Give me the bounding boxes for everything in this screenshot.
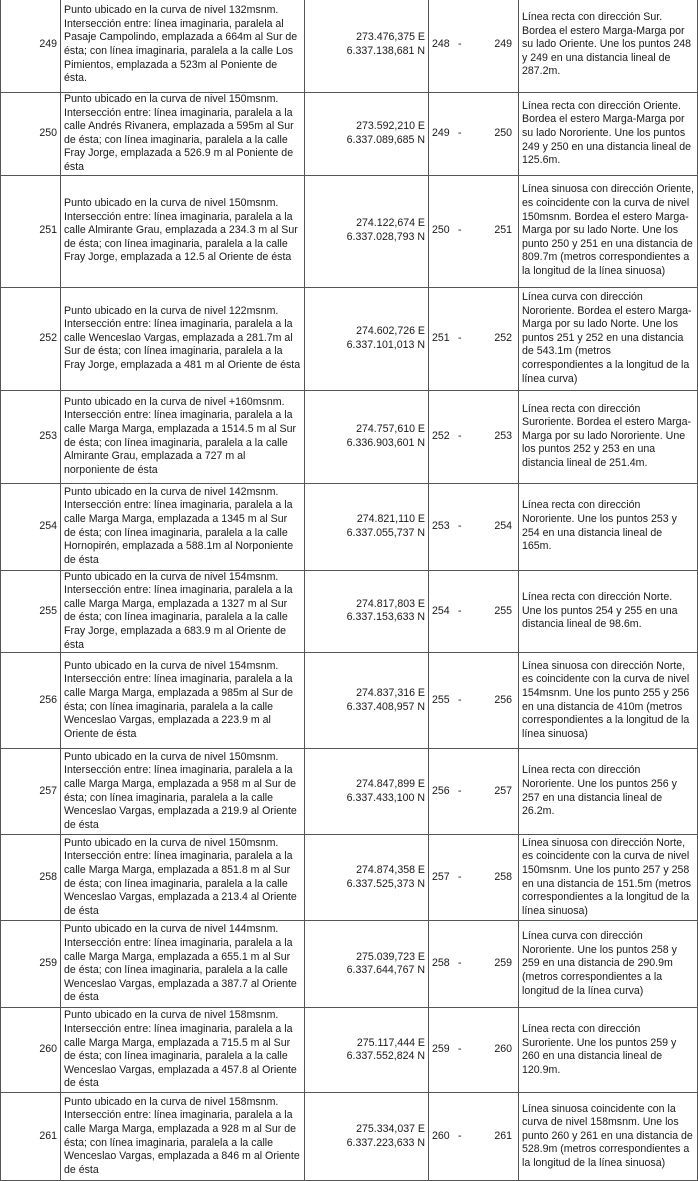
coordinate-east: 275.039,723 E (356, 950, 425, 963)
utm-coordinates (305, 0, 429, 93)
segment (429, 1093, 519, 1181)
segment (429, 921, 519, 1008)
utm-coordinates (305, 287, 429, 390)
point-number: 250 (1, 93, 61, 176)
coordinate-east: 274.602,726 E (356, 324, 425, 337)
point-number: 254 (1, 483, 61, 570)
segment-to: 251 (494, 224, 512, 237)
segment-to: 253 (494, 429, 512, 442)
point-number: 249 (1, 0, 61, 93)
segment-separator: - (458, 870, 462, 883)
segment-description: Línea curva con dirección Nororiente. Une los puntos 258 y 259 en una distancia de 290.9m (metros correspondientes a la longitud de la línea curva) (519, 921, 698, 1008)
coordinate-east: 274.821,110 E (356, 512, 425, 525)
coordinate-east: 275.334,037 E (356, 1123, 425, 1136)
segment-description: Línea sinuosa con dirección Norte, es coincidente con la curva de nivel 150msnm. Une los punto 257 y 258 en una distancia de 151.5m (metros correspondientes a la longitud de la línea sinuosa) (519, 835, 698, 921)
coordinate-east: 274.817,803 E (356, 597, 425, 610)
segment-from: 259 (432, 1043, 450, 1056)
utm-coordinates (305, 653, 429, 749)
point-description: Punto ubicado en la curva de nivel 150msnm. Intersección entre: línea imaginaria, paralela a la calle Almirante Grau, emplazada a 234.3 m al Sur de ésta; con línea imaginaria, paralela a la calle Fray Jorge, emplazada a 12.5 al Oriente de ésta (61, 175, 305, 287)
coordinate-east: 274.874,358 E (356, 864, 425, 877)
coordinate-north: 6.337.153,633 N (346, 611, 425, 624)
point-number: 259 (1, 921, 61, 1008)
point-number: 253 (1, 390, 61, 483)
point-description: Punto ubicado en la curva de nivel 154msnm. Intersección entre: línea imaginaria, paralela a la calle Marga Marga, emplazada a 985m al Sur de ésta; con línea imaginaria, paralela a la calle Wenceslao Vargas, emplazada a 223.9 m al Oriente de ésta (61, 653, 305, 749)
point-description: Punto ubicado en la curva de nivel 144msnm. Intersección entre: línea imaginaria, paralela a la calle Marga Marga, emplazada a 655.1 m al Sur de ésta; con línea imaginaria, paralela a la calle Wenceslao Vargas, emplazada a 387.7 al Oriente de ésta (61, 921, 305, 1008)
utm-coordinates (305, 483, 429, 570)
table-row (1, 483, 698, 570)
point-number: 257 (1, 749, 61, 835)
utm-coordinates (305, 921, 429, 1008)
utm-coordinates (305, 93, 429, 176)
segment-from: 251 (432, 331, 450, 344)
segment-description: Línea curva con dirección Nororiente. Bordea el estero Marga-Marga por su lado Norte. Une los puntos 251 y 252 en una distancia de 543.1m (metros correspondientes a la longitud de la línea curva) (519, 287, 698, 390)
table-row (1, 287, 698, 390)
segment-to: 258 (494, 870, 512, 883)
segment-description: Línea sinuosa con dirección Oriente, es coincidente con la curva de nivel 150msnm. Bordea el estero Marga-Marga por su lado Norte. Une los punto 250 y 251 en una distancia de 809.7m (metros correspondientes a la longitud de la línea sinuosa) (519, 175, 698, 287)
coordinate-north: 6.337.055,737 N (346, 526, 425, 539)
point-number: 261 (1, 1093, 61, 1181)
segment-from: 252 (432, 429, 450, 442)
coordinate-north: 6.337.552,824 N (346, 1050, 425, 1063)
segment-from: 248 (432, 38, 450, 51)
segment-description: Línea sinuosa coincidente con la curva de nivel 158msnm. Une los punto 260 y 261 en una distancia de 528.9m (metros correspondientes a la longitud de la línea sinuosa) (519, 1093, 698, 1181)
segment-separator: - (458, 693, 462, 706)
table-row (1, 921, 698, 1008)
coordinate-north: 6.337.028,793 N (346, 231, 425, 244)
coordinate-east: 274.122,674 E (356, 217, 425, 230)
segment-separator: - (458, 604, 462, 617)
coordinate-north: 6.337.101,013 N (346, 338, 425, 351)
segment-to: 259 (494, 957, 512, 970)
segment-separator: - (458, 957, 462, 970)
segment-to: 250 (494, 126, 512, 139)
segment-from: 260 (432, 1129, 450, 1142)
utm-coordinates (305, 1093, 429, 1181)
segment (429, 570, 519, 653)
point-number: 258 (1, 835, 61, 921)
segment-description: Línea recta con dirección Oriente. Bordea el estero Marga-Marga por su lado Nororiente. Une los puntos 249 y 250 en una distancia lineal de 125.6m. (519, 93, 698, 176)
point-number: 255 (1, 570, 61, 653)
segment (429, 749, 519, 835)
segment-from: 254 (432, 604, 450, 617)
point-description: Punto ubicado en la curva de nivel 122msnm. Intersección entre: línea imaginaria, paralela a la calle Wenceslao Vargas, emplazada a 281.7m al Sur de ésta; con línea imaginaria, paralela a la Fray Jorge, emplazada a 481 m al Oriente de ésta (61, 287, 305, 390)
point-description: Punto ubicado en la curva de nivel +160msnm. Intersección entre: línea imaginaria, paralela a la calle Marga Marga, emplazada a 1514.5 m al Sur de ésta; con línea imaginaria, paralela a la calle Almirante Grau, emplazada a 727 m al norponiente de ésta (61, 390, 305, 483)
segment-from: 250 (432, 224, 450, 237)
table-row (1, 749, 698, 835)
point-number: 260 (1, 1008, 61, 1093)
table-row (1, 93, 698, 176)
utm-coordinates (305, 835, 429, 921)
coordinate-north: 6.336.903,601 N (346, 436, 425, 449)
point-description: Punto ubicado en la curva de nivel 154msnm. Intersección entre: línea imaginaria, paralela a la calle Marga Marga, emplazada a 1327 m al Sur de ésta; con línea imaginaria, paralela a la calle Fray Jorge, emplazada a 683.9 m al Oriente de ésta (61, 570, 305, 653)
segment (429, 483, 519, 570)
segment-description: Línea recta con dirección Nororiente. Une los puntos 256 y 257 en una distancia lineal de 26.2m. (519, 749, 698, 835)
segment-to: 249 (494, 38, 512, 51)
table-row (1, 570, 698, 653)
segment (429, 175, 519, 287)
table-row (1, 653, 698, 749)
coordinate-east: 274.757,610 E (356, 422, 425, 435)
segment-from: 255 (432, 693, 450, 706)
coordinate-north: 6.337.223,633 N (346, 1136, 425, 1149)
point-number: 251 (1, 175, 61, 287)
coordinate-north: 6.337.644,767 N (346, 964, 425, 977)
coordinate-east: 275.117,444 E (356, 1036, 425, 1049)
utm-coordinates (305, 570, 429, 653)
coordinate-east: 274.847,899 E (356, 778, 425, 791)
segment-description: Línea sinuosa con dirección Norte, es coincidente con la curva de nivel 154msnm. Une los punto 255 y 256 en una distancia de 410m (metros correspondientes a la longitud de la línea sinuosa) (519, 653, 698, 749)
point-description: Punto ubicado en la curva de nivel 150msnm. Intersección entre: línea imaginaria, paralela a la calle Marga Marga, emplazada a 958 m al Sur de ésta; con línea imaginaria, paralela a la calle Wenceslao Vargas, emplazada a 219.9 al Oriente de ésta (61, 749, 305, 835)
segment-from: 258 (432, 957, 450, 970)
coordinate-north: 6.337.138,681 N (346, 45, 425, 57)
segment-to: 256 (494, 693, 512, 706)
segment (429, 1008, 519, 1093)
utm-coordinates (305, 749, 429, 835)
coordinate-north: 6.337.408,957 N (346, 700, 425, 713)
table-row (1, 390, 698, 483)
segment-separator: - (458, 126, 462, 139)
segment-to: 252 (494, 331, 512, 344)
segment-separator: - (458, 784, 462, 797)
segment-from: 256 (432, 784, 450, 797)
segment (429, 835, 519, 921)
coordinate-north: 6.337.433,100 N (346, 791, 425, 804)
segment-from: 253 (432, 519, 450, 532)
segment-separator: - (458, 38, 462, 51)
segment-description: Línea recta con dirección Suroriente. Une los puntos 259 y 260 en una distancia lineal de 120.9m. (519, 1008, 698, 1093)
coordinate-north: 6.337.525,373 N (346, 877, 425, 890)
segment (429, 287, 519, 390)
segment-to: 260 (494, 1043, 512, 1056)
table-row (1, 0, 698, 93)
segment-description: Línea recta con dirección Sur. Bordea el estero Marga-Marga por su lado Oriente. Une los puntos 248 y 249 en una distancia lineal de 287.2m. (519, 0, 698, 93)
point-description: Punto ubicado en la curva de nivel 158msnm. Intersección entre: línea imaginaria, paralela a la calle Marga Marga, emplazada a 928 m al Sur de ésta; con línea imaginaria, paralela a la calle Wenceslao Vargas, emplazada a 846 m al Oriente de ésta (61, 1093, 305, 1181)
point-description: Punto ubicado en la curva de nivel 132msnm. Intersección entre: línea imaginaria, paralela al Pasaje Campolindo, emplazada a 664m al Sur de ésta; con línea imaginaria, paralela a la calle Los Pimientos, emplazada a 523m al Poniente de ésta. (61, 0, 305, 93)
utm-coordinates (305, 390, 429, 483)
coordinate-east: 274.837,316 E (356, 687, 425, 700)
coordinate-north: 6.337.089,685 N (346, 133, 425, 146)
segment (429, 93, 519, 176)
segment-separator: - (458, 1129, 462, 1142)
segment-separator: - (458, 224, 462, 237)
point-description: Punto ubicado en la curva de nivel 158msnm. Intersección entre: línea imaginaria, paralela a la calle Marga Marga, emplazada a 715.5 m al Sur de ésta; con línea imaginaria, paralela a la calle Wenceslao Vargas, emplazada a 457.8 al Oriente de ésta (61, 1008, 305, 1093)
segment-to: 257 (494, 784, 512, 797)
table-body (1, 0, 698, 1181)
segment-to: 254 (494, 519, 512, 532)
utm-coordinates (305, 1008, 429, 1093)
coordinate-east: 273.476,375 E (356, 31, 425, 44)
segment-to: 261 (494, 1129, 512, 1142)
point-description: Punto ubicado en la curva de nivel 150msnm. Intersección entre: línea imaginaria, paralela a la calle Marga Marga, emplazada a 851.8 m al Sur de ésta; con línea imaginaria, paralela a la calle Wenceslao Vargas, emplazada a 213.4 al Oriente de ésta (61, 835, 305, 921)
point-number: 256 (1, 653, 61, 749)
table-row (1, 835, 698, 921)
segment (429, 0, 519, 93)
point-description: Punto ubicado en la curva de nivel 150msnm. Intersección entre: línea imaginaria, paralela a la calle Andrés Rivanera, emplazada a 595m al Sur de ésta; con línea imaginaria, paralela a la calle Fray Jorge, emplazada a 526.9 m al Poniente de ésta (61, 93, 305, 176)
segment-from: 249 (432, 126, 450, 139)
segment-to: 255 (494, 604, 512, 617)
segment-description: Línea recta con dirección Norte. Une los puntos 254 y 255 en una distancia lineal de 98.6m. (519, 570, 698, 653)
segment (429, 653, 519, 749)
segment-separator: - (458, 1043, 462, 1056)
segment-from: 257 (432, 870, 450, 883)
segment-description: Línea recta con dirección Nororiente. Une los puntos 253 y 254 en una distancia lineal de 165m. (519, 483, 698, 570)
segment-separator: - (458, 331, 462, 344)
table-row (1, 1008, 698, 1093)
segment-description: Línea recta con dirección Suroriente. Bordea el estero Marga-Marga por su lado Nororiente. Une los puntos 252 y 253 en una distancia lineal de 251.4m. (519, 390, 698, 483)
point-description: Punto ubicado en la curva de nivel 142msnm. Intersección entre: línea imaginaria, paralela a la calle Marga Marga, emplazada a 1345 m al Sur de ésta; con línea imaginaria, paralela a la calle Hornopirén, emplazada a 588.1m al Norponiente de ésta (61, 483, 305, 570)
coordinate-east: 273.592,210 E (356, 120, 425, 133)
point-number: 252 (1, 287, 61, 390)
segment-separator: - (458, 519, 462, 532)
table-row (1, 175, 698, 287)
segment (429, 390, 519, 483)
table-row (1, 1093, 698, 1181)
segment-separator: - (458, 429, 462, 442)
utm-coordinates (305, 175, 429, 287)
